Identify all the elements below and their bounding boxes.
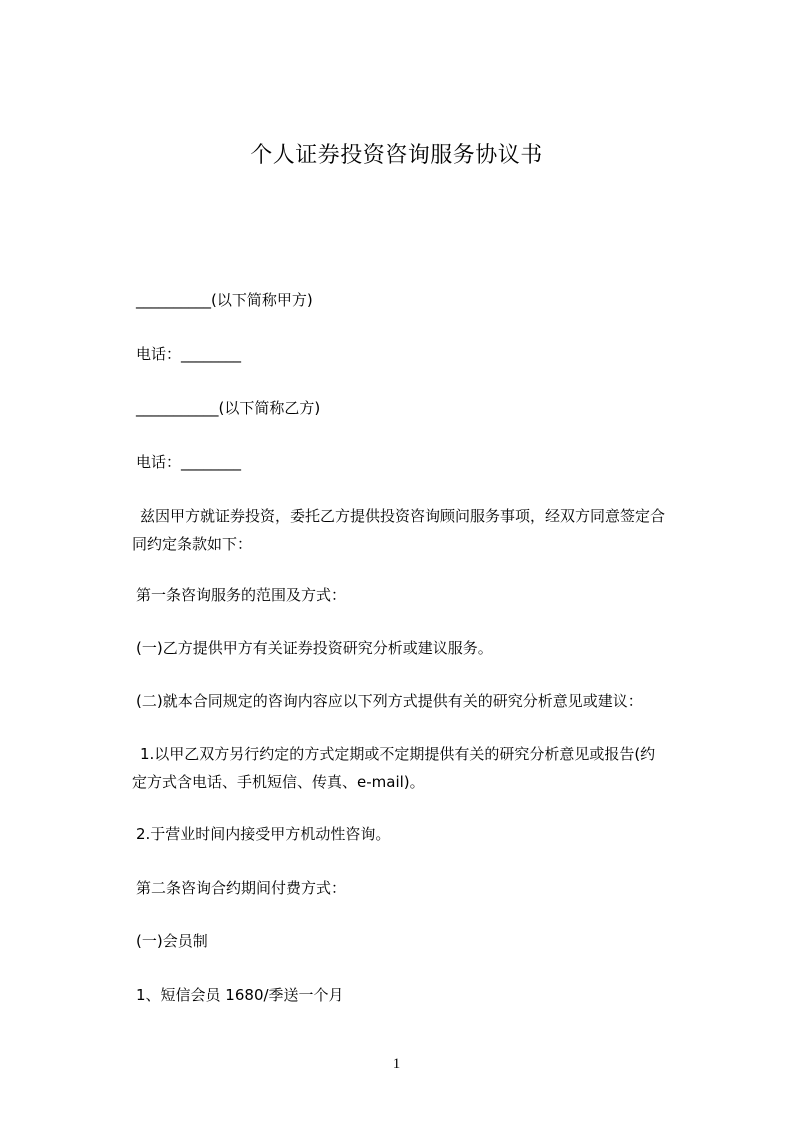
phone-b-line: 电话：________ <box>136 453 242 471</box>
article2-item-1: (一)会员制 <box>136 932 208 950</box>
phone-a-line: 电话：________ <box>136 345 242 363</box>
party-a-line: __________(以下简称甲方) <box>136 291 313 309</box>
article1-sub-2: 2.于营业时间内接受甲方机动性咨询。 <box>136 825 391 843</box>
page-number: 1 <box>392 1056 401 1072</box>
party-b-line: ___________(以下简称乙方) <box>136 399 321 417</box>
article1-sub-1 <box>132 743 704 793</box>
document-title: 个人证券投资咨询服务协议书 <box>250 143 543 168</box>
article1-item-1: (一)乙方提供甲方有关证券投资研究分析或建议服务。 <box>136 639 493 657</box>
article1-item-2: (二)就本合同规定的咨询内容应以下列方式提供有关的研究分析意见或建议： <box>136 692 643 710</box>
article2-sub-1: 1、短信会员 1680/季送一个月 <box>136 986 344 1004</box>
article1-sub-1-line-1: 1.以甲乙双方另行约定的方式定期或不定期提供有关的研究分析意见或报告(约 <box>140 745 656 763</box>
intro-line-1: 兹因甲方就证券投资，委托乙方提供投资咨询顾问服务事项，经双方同意签定合 <box>140 507 666 525</box>
intro-line-2: 同约定条款如下： <box>132 535 253 553</box>
article1-sub-1-line-2: 定方式含电话、手机短信、传真、e-mail)。 <box>132 773 425 791</box>
article1-heading: 第一条咨询服务的范围及方式： <box>136 586 347 604</box>
intro-paragraph <box>132 505 704 555</box>
article2-heading: 第二条咨询合约期间付费方式： <box>136 879 347 897</box>
